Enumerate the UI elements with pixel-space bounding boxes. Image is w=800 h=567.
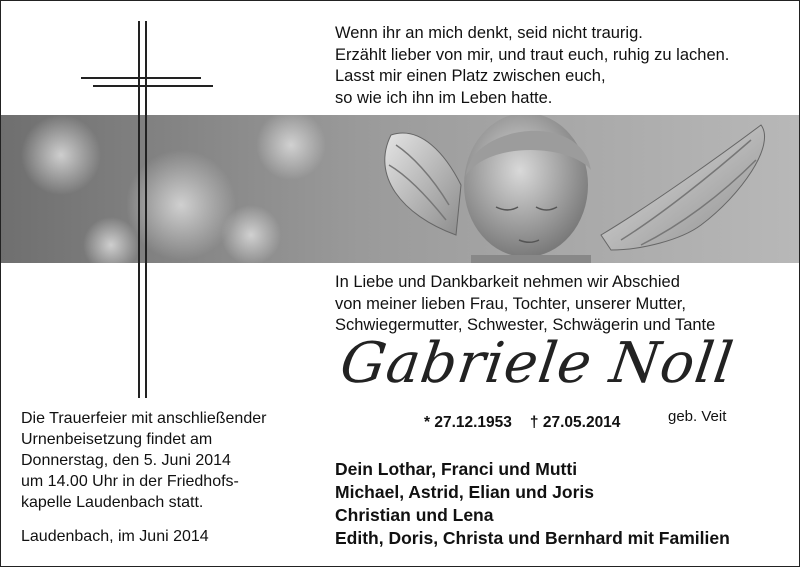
life-dates	[424, 414, 620, 432]
funeral-line: Urnenbeisetzung findet am	[21, 431, 213, 448]
poem-line: so wie ich ihn im Leben hatte.	[335, 88, 553, 107]
mourner-line: Christian und Lena	[335, 505, 494, 525]
poem-line: Lasst mir einen Platz zwischen euch,	[335, 67, 606, 85]
mourner-line: Michael, Astrid, Elian und Joris	[335, 482, 594, 502]
intro-line: In Liebe und Dankbarkeit nehmen wir Abschied	[335, 273, 680, 291]
mourners-list	[335, 458, 730, 550]
poem	[335, 23, 729, 109]
cross-bar	[81, 77, 201, 79]
bokeh-light	[221, 205, 281, 263]
birth-name: geb. Veit	[668, 408, 727, 425]
funeral-line: kapelle Laudenbach statt.	[21, 494, 204, 511]
bokeh-light	[126, 150, 236, 260]
deceased-name: Gabriele Noll	[336, 331, 738, 396]
place-date: Laudenbach, im Juni 2014	[21, 528, 209, 545]
intro-line: von meiner lieben Frau, Tochter, unserer Mutter,	[335, 294, 686, 313]
death-date: † 27.05.2014	[529, 414, 621, 431]
birth-date: * 27.12.1953	[424, 414, 512, 431]
funeral-line: um 14.00 Uhr in der Friedhofs-	[21, 473, 239, 490]
poem-line: Erzählt lieber von mir, und traut euch, ruhig zu lachen.	[335, 45, 730, 64]
funeral-line: Donnerstag, den 5. Juni 2014	[21, 452, 231, 469]
farewell-intro	[335, 272, 715, 337]
angel-photo-banner	[1, 115, 799, 263]
funeral-info	[21, 408, 266, 513]
intro-line: Schwiegermutter, Schwester, Schwägerin und Tante	[335, 316, 716, 334]
funeral-line: Die Trauerfeier mit anschließender	[21, 410, 267, 427]
cross-bar-shadow	[93, 85, 213, 87]
poem-line: Wenn ihr an mich denkt, seid nicht traurig.	[335, 24, 643, 42]
bokeh-light	[21, 115, 101, 195]
mourner-line: Dein Lothar, Franci und Mutti	[335, 459, 578, 479]
angel-image	[1, 115, 799, 263]
mourner-line: Edith, Doris, Christa und Bernhard mit Familien	[335, 528, 730, 548]
